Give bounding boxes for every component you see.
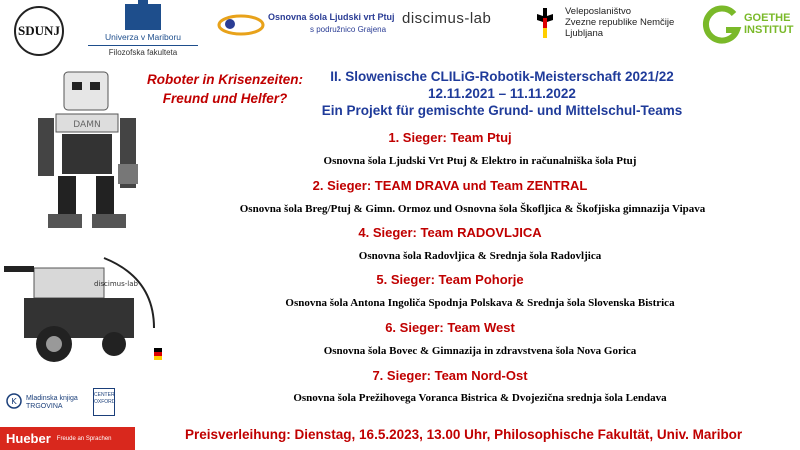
winner-5-place: 5. Sieger: Team Pohorje: [376, 272, 524, 287]
winner-7-schools: Osnovna šola Prežihovega Voranca Bistrica & Dvojezična srednja šola Lendava: [293, 392, 667, 404]
winner-7-place: 7. Sieger: Team Nord-Ost: [372, 368, 528, 383]
winner-2-place: 2. Sieger: TEAM DRAVA und Team ZENTRAL: [312, 178, 588, 193]
winner-6-schools: Osnovna šola Bovec & Gimnazija in zdravstvena šola Nova Gorica: [323, 345, 637, 357]
sdunj-logo: SDUNJ: [14, 6, 64, 56]
mk-circle-icon: [6, 393, 22, 409]
svg-text:K: K: [11, 397, 17, 406]
eagle-flag-icon: [535, 6, 557, 40]
winner-6-place: 6. Sieger: Team West: [385, 320, 515, 335]
swoosh-icon: [216, 10, 266, 40]
robot-label: DAMN: [73, 120, 101, 130]
humanoid-robot-image: [36, 64, 146, 234]
goethe-institut-logo: GOETHE INSTITUT: [700, 4, 795, 48]
winner-1-schools: Osnovna šola Ljudski Vrt Ptuj & Elektro in računalniška šola Ptuj: [323, 155, 637, 167]
winner-5-schools: Osnovna šola Antona Ingoliča Spodnja Polskava & Srednja šola Slovenska Bistrica: [285, 297, 675, 309]
german-embassy-logo: Veleposlaništvo Zvezne republike Nemčije Ljubljana: [535, 6, 695, 45]
hueber-logo: Hueber Freude an Sprachen: [0, 427, 135, 450]
robot-car-label: discimus-lab: [94, 280, 138, 288]
winner-1-place: 1. Sieger: Team Ptuj: [388, 130, 512, 145]
fakulteta-name: Filozofska fakulteta: [88, 45, 198, 57]
winner-2-schools: Osnovna šola Breg/Ptuj & Gimn. Ormoz und Osnovna šola Škofljica & Škofjiska gimnazija Vipava: [239, 203, 706, 215]
winner-4-schools: Osnovna šola Radovljica & Srednja šola Radovljica: [358, 250, 602, 262]
winner-4-place: 4. Sieger: Team RADOVLJICA: [358, 225, 542, 240]
mladinska-knjiga-logo: K Mladinska knjiga TRGOVINA: [6, 393, 91, 417]
subtitle: Roboter in Krisenzeiten: Freund und Helfer?: [146, 72, 303, 106]
goethe-circle-icon: [700, 4, 742, 46]
robot-car-image: [4, 248, 164, 378]
award-ceremony-text: Preisverleihung: Dienstag, 16.5.2023, 13.00 Uhr, Philosophische Fakultät, Univ. Maribor: [185, 427, 743, 442]
os-ljudski-vrt-logo: Osnovna šola Ljudski vrt Ptuj s podružnico Grajena: [216, 10, 376, 40]
building-icon: [125, 4, 161, 30]
univerza-maribor-logo: [88, 4, 198, 56]
main-title: II. Slowenische CLILiG-Robotik-Meisterschaft 2021/22 12.11.2021 – 11.11.2022 Ein Projekt für gemischte Grund- und Mittelschul-Teams: [321, 69, 683, 118]
univerza-name: Univerza v Mariboru: [104, 32, 182, 42]
discimus-lab-logo: discimus-lab: [402, 10, 492, 27]
center-oxford-logo: CENTER OXFORD: [93, 388, 115, 416]
